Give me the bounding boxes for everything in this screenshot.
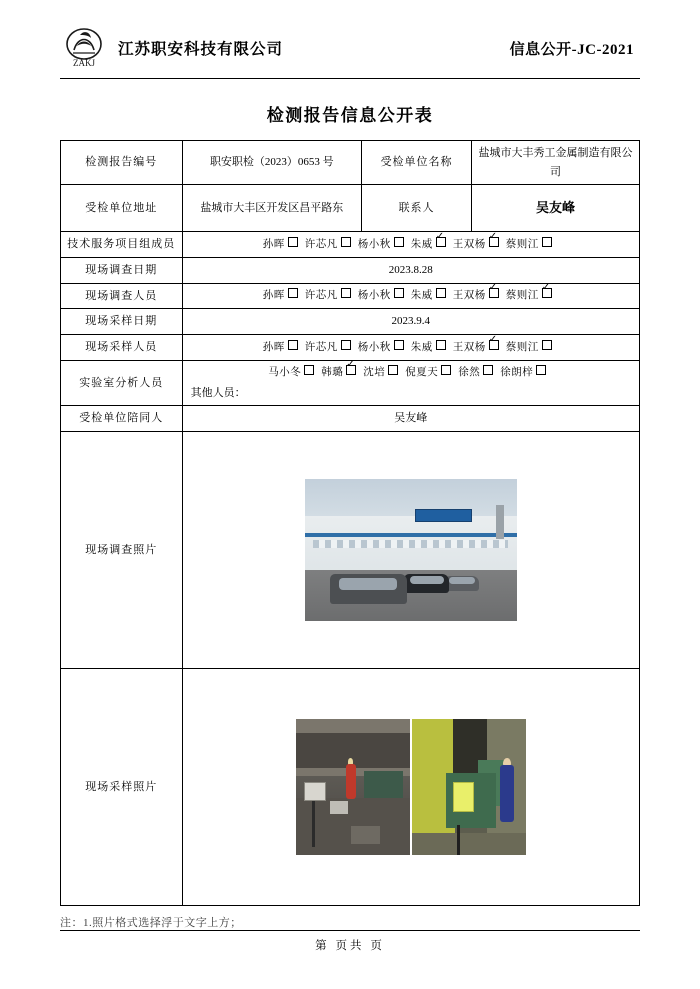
company-logo-icon xyxy=(60,26,108,70)
sampling-date-value: 2023.9.4 xyxy=(182,309,639,335)
client-name-value: 盐城市大丰秀工金属制造有限公司 xyxy=(472,141,640,185)
member-name: 许芯凡 xyxy=(304,290,338,302)
member-checkbox[interactable] xyxy=(341,288,351,298)
member-name: 杨小秋 xyxy=(357,341,391,353)
page-title: 检测报告信息公开表 xyxy=(266,106,434,125)
team-members-value xyxy=(182,232,639,258)
sample-photo-right-image xyxy=(412,719,526,855)
table-row xyxy=(61,335,640,361)
accompany-label: 受检单位陪同人 xyxy=(61,406,183,432)
table-row xyxy=(61,283,640,309)
table-row-sample-photo xyxy=(61,669,640,906)
member-name: 蔡则江 xyxy=(505,341,539,353)
table-row xyxy=(61,185,640,232)
member-checkbox[interactable] xyxy=(542,288,552,298)
member-checkbox[interactable] xyxy=(394,288,404,298)
contact-value: 吴友峰 xyxy=(472,185,640,232)
info-table xyxy=(60,140,640,906)
table-row xyxy=(61,232,640,258)
member-name: 蔡则江 xyxy=(505,290,539,302)
page-header xyxy=(60,0,640,76)
survey-staff-value xyxy=(182,283,639,309)
member-checkbox[interactable] xyxy=(394,340,404,350)
survey-photo-label: 现场调查照片 xyxy=(61,432,183,669)
lab-staff-cell xyxy=(182,360,639,406)
member-name: 马小冬 xyxy=(268,366,302,378)
svg-text:ZAKJ: ZAKJ xyxy=(73,58,95,68)
report-no-value: 职安职检（2023）0653 号 xyxy=(182,141,361,185)
member-name: 倪夏天 xyxy=(405,366,439,378)
sampling-staff-value xyxy=(182,335,639,361)
document-code: 信息公开-JC-2021 xyxy=(509,41,634,58)
member-checkbox[interactable] xyxy=(388,365,398,375)
member-name: 许芯凡 xyxy=(304,341,338,353)
member-name: 王双杨 xyxy=(452,290,486,302)
member-checkbox[interactable] xyxy=(489,288,499,298)
footer-divider xyxy=(60,930,640,931)
member-name: 杨小秋 xyxy=(357,290,391,302)
member-checkbox[interactable] xyxy=(542,237,552,247)
member-checkbox[interactable] xyxy=(288,340,298,350)
survey-date-value: 2023.8.28 xyxy=(182,258,639,284)
survey-date-label: 现场调查日期 xyxy=(61,258,183,284)
member-name: 朱威 xyxy=(410,290,433,302)
client-name-label: 受检单位名称 xyxy=(362,141,472,185)
member-name: 徐朗梓 xyxy=(500,366,534,378)
member-name: 朱威 xyxy=(410,238,433,250)
member-checkbox[interactable] xyxy=(536,365,546,375)
member-checkbox[interactable] xyxy=(288,288,298,298)
header-divider xyxy=(60,78,640,79)
sample-photo-cell xyxy=(182,669,639,906)
survey-photo-cell xyxy=(182,432,639,669)
member-name: 徐然 xyxy=(458,366,481,378)
member-checkbox[interactable] xyxy=(436,340,446,350)
table-row xyxy=(61,258,640,284)
member-checkbox[interactable] xyxy=(346,365,356,375)
table-row xyxy=(61,360,640,406)
company-name: 江苏职安科技有限公司 xyxy=(118,41,284,58)
member-checkbox[interactable] xyxy=(436,288,446,298)
member-name: 朱威 xyxy=(410,341,433,353)
team-members-label: 技术服务项目组成员 xyxy=(61,232,183,258)
member-checkbox[interactable] xyxy=(489,237,499,247)
lab-staff-value xyxy=(183,361,639,383)
member-checkbox[interactable] xyxy=(489,340,499,350)
member-name: 蔡则江 xyxy=(505,238,539,250)
header-left xyxy=(60,26,283,70)
member-name: 孙晖 xyxy=(262,238,285,250)
client-address-value: 盐城市大丰区开发区昌平路东 xyxy=(182,185,361,232)
sample-photo-left-image xyxy=(296,719,410,855)
table-row xyxy=(61,141,640,185)
member-checkbox[interactable] xyxy=(341,340,351,350)
footnote: 注：1.照片格式选择浮于文字上方； xyxy=(60,917,242,930)
member-name: 许芯凡 xyxy=(304,238,338,250)
member-checkbox[interactable] xyxy=(436,237,446,247)
lab-staff-label: 实验室分析人员 xyxy=(61,360,183,406)
member-checkbox[interactable] xyxy=(483,365,493,375)
page-number: 第 页共 页 xyxy=(315,940,385,952)
other-staff-label: 其他人员： xyxy=(190,386,246,399)
member-name: 沈培 xyxy=(363,366,386,378)
sample-photo-label: 现场采样照片 xyxy=(61,669,183,906)
member-checkbox[interactable] xyxy=(441,365,451,375)
survey-photo-image xyxy=(305,479,517,621)
member-checkbox[interactable] xyxy=(304,365,314,375)
member-name: 韩璐 xyxy=(321,366,344,378)
member-name: 王双杨 xyxy=(452,238,486,250)
member-name: 杨小秋 xyxy=(357,238,391,250)
table-row xyxy=(61,406,640,432)
page-footer xyxy=(60,930,640,953)
survey-staff-label: 现场调查人员 xyxy=(61,283,183,309)
table-row xyxy=(61,309,640,335)
sampling-date-label: 现场采样日期 xyxy=(61,309,183,335)
contact-label: 联系人 xyxy=(362,185,472,232)
table-row-survey-photo xyxy=(61,432,640,669)
member-checkbox[interactable] xyxy=(542,340,552,350)
client-address-label: 受检单位地址 xyxy=(61,185,183,232)
member-name: 孙晖 xyxy=(262,290,285,302)
member-checkbox[interactable] xyxy=(394,237,404,247)
member-checkbox[interactable] xyxy=(288,237,298,247)
report-no-label: 检测报告编号 xyxy=(61,141,183,185)
sampling-staff-label: 现场采样人员 xyxy=(61,335,183,361)
member-checkbox[interactable] xyxy=(341,237,351,247)
member-name: 王双杨 xyxy=(452,341,486,353)
accompany-value: 吴友峰 xyxy=(182,406,639,432)
member-name: 孙晖 xyxy=(262,341,285,353)
